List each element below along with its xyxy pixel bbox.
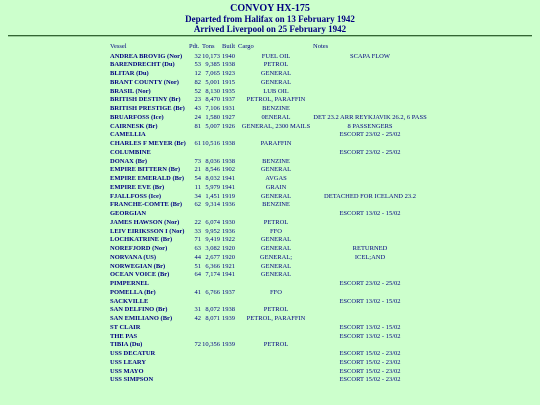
vessel-name: NOREFJORD (Nor) [110,245,168,252]
vessel-name: BRASIL (Nor) [110,87,151,95]
vessel-name: ANDREA BROVIG (Nor) [110,52,183,60]
vessel-name: BRITISH DESTINY (Br) [110,96,181,104]
cargo-cell: GRAIN [265,183,287,191]
vessel-name: EMPIRE EVE (Br) [110,183,165,191]
cargo-cell: GENERAL, 2300 MAILS [241,122,311,130]
table-row [0,254,540,263]
built-cell: 1935 [222,87,235,95]
table-row [0,96,540,105]
vessel-name: SACKVILLE [110,297,149,305]
table-row [0,201,540,210]
cargo-cell: PETROL, PARAFFIN [246,96,306,104]
table-row [0,298,540,307]
notes-cell: ESCORT 23/02 - 25/02 [339,131,401,139]
vessel-name: GEORGIAN [110,210,147,217]
built-cell: 1921 [222,262,235,270]
table-row [0,184,540,193]
vessel-name: USS LEARY [110,358,147,366]
pdt-cell: 61 [194,140,201,147]
notes-cell: RETURNED [352,245,388,252]
tons-cell: 8,470 [205,96,220,104]
tons-cell: 10,173 [202,52,220,60]
pdt-cell: 21 [194,166,201,174]
notes-cell: ESCORT 15/02 - 23/02 [339,350,401,357]
table-row [0,341,540,350]
built-cell: 1930 [222,218,235,226]
table-row [0,236,540,245]
cargo-cell: GENERAL [260,166,292,174]
cargo-cell: PETROL [263,306,289,314]
cargo-cell: LUB OIL [263,87,289,95]
vessel-name: CHARLES F MEYER (Br) [110,140,186,147]
built-cell: 1941 [222,183,235,191]
notes-cell: ESCORT 15/02 - 23/02 [339,367,401,375]
table-row [0,271,540,280]
built-cell: 1941 [222,175,235,182]
table-row [0,350,540,359]
vessel-name: COLUMBINE [110,148,151,156]
cargo-cell: PETROL [263,218,289,226]
vessel-name: BRITISH PRESTIGE (Br) [110,105,185,112]
pdt-cell: 64 [194,271,201,279]
tons-cell: 1,451 [205,192,220,200]
pdt-cell: 31 [194,306,201,314]
table-row [0,123,540,132]
pdt-cell: 82 [194,78,201,86]
tons-cell: 7,065 [205,70,220,77]
table-row [0,245,540,254]
built-cell: 1938 [222,61,235,69]
table-row [0,315,540,324]
vessel-name: FRANCHE-COMTE (Br) [110,201,183,209]
tons-cell: 9,385 [205,61,220,69]
notes-cell: 8 PASSENGERS [347,122,393,130]
built-cell: 1920 [222,245,235,252]
notes-cell: ICEL;AND [354,253,386,261]
cargo-cell: GENERAL [260,262,292,270]
col-cargo: Cargo [238,43,254,50]
table-row [0,359,540,368]
table-row [0,193,540,202]
pdt-cell: 71 [194,236,201,244]
built-cell: 1927 [222,113,235,121]
pdt-cell: 51 [194,262,201,270]
pdt-cell: 52 [194,87,201,95]
col-built: Built [222,43,236,50]
tons-cell: 7,106 [205,105,220,112]
vessel-name: USS DECATUR [110,350,156,357]
tons-cell: 9,952 [205,227,220,235]
built-cell: 1902 [222,166,235,174]
departure-line: Departed from Halifax on 13 February 1942 [185,14,355,24]
table-row [0,263,540,272]
vessel-name: EMPIRE EMERALD (Br) [110,175,185,182]
tons-cell: 10,516 [202,140,220,147]
table-row [0,114,540,123]
notes-cell: DET 23.2 ARR REYKJAVIK 26.2, 6 PASS [313,113,427,121]
notes-cell: ESCORT 13/02 - 15/02 [339,323,401,331]
built-cell: 1937 [222,96,235,104]
vessel-name: CAIRNESK (Br) [110,122,158,130]
notes-cell: ESCORT 15/02 - 23/02 [339,376,401,384]
table-row [0,79,540,88]
pdt-cell: 72 [194,341,201,349]
built-cell: 1939 [222,315,235,322]
notes-cell: ESCORT 23/02 - 25/02 [339,280,401,287]
notes-cell: ESCORT 23/02 - 25/02 [339,148,401,156]
built-cell: 1915 [222,78,235,86]
table-row [0,175,540,184]
table-row [0,333,540,342]
page-title: CONVOY HX-175 [230,3,310,14]
table-row [0,289,540,298]
table-row [0,219,540,228]
table-row [0,61,540,70]
built-cell: 1940 [222,52,235,60]
tons-cell: 6,366 [205,262,220,270]
built-cell: 1938 [222,140,235,147]
tons-cell: 3,082 [205,245,220,252]
vessel-name: NORVANA (US) [110,253,157,261]
pdt-cell: 81 [194,122,201,130]
table-row [0,280,540,289]
vessel-name: ST CLAIR [110,323,141,331]
tons-cell: 10,356 [202,341,220,349]
pdt-cell: 11 [194,183,201,191]
pdt-cell: 32 [194,52,201,60]
tons-cell: 9,419 [205,236,220,244]
cargo-cell: PETROL [263,61,289,69]
built-cell: 1936 [222,227,235,235]
tons-cell: 8,071 [205,315,220,322]
col-vessel: Vessel [110,43,127,50]
pdt-cell: 41 [194,288,201,296]
table-row [0,158,540,167]
table-row [0,149,540,158]
vessel-name: PIMPERNEL [110,280,149,287]
table-row [0,376,540,385]
built-cell: 1919 [222,192,235,200]
vessel-name: JAMES HAWSON (Nor) [110,218,180,226]
table-row [0,131,540,140]
cargo-cell: BENZINE [262,105,290,112]
vessel-name: POMELLA (Br) [110,288,156,296]
cargo-cell: AVGAS [265,175,287,182]
table-row [0,368,540,377]
tons-cell: 5,007 [205,122,220,130]
built-cell: 1922 [222,236,235,244]
vessel-name: DONAX (Br) [110,157,148,165]
table-row [0,166,540,175]
vessel-name: USS SIMPSON [110,376,154,384]
vessel-name: FJALLFOSS (Ice) [110,192,162,200]
vessel-name: CAMELLIA [110,131,146,139]
vessel-name: SAN EMILIANO (Br) [110,315,173,322]
pdt-cell: 24 [194,113,201,121]
tons-cell: 8,130 [205,87,220,95]
pdt-cell: 54 [194,175,201,182]
pdt-cell: 34 [194,192,201,200]
col-pdt: Pdt. [189,43,200,50]
pdt-cell: 12 [194,70,201,77]
notes-cell: DETACHED FOR ICELAND 23.2 [324,192,416,200]
table-row [0,324,540,333]
cargo-cell: GENERAL [260,192,292,200]
cargo-cell: PETROL, PARAFFIN [246,315,306,322]
tons-cell: 8,546 [205,166,220,174]
cargo-cell: GENERAL [260,271,292,279]
tons-cell: 8,036 [205,157,220,165]
tons-cell: 6,074 [205,218,220,226]
tons-cell: 5,001 [205,78,220,86]
cargo-cell: BENZINE [262,201,290,209]
col-notes: Notes [313,43,329,50]
tons-cell: 2,677 [205,253,220,261]
cargo-cell: FUEL OIL [261,52,291,60]
vessel-name: TIBIA (Du) [110,341,143,349]
vessel-name: THE PAS [110,332,138,340]
vessel-name: SAN DELFINO (Br) [110,306,168,314]
cargo-cell: FFO [270,227,282,235]
pdt-cell: 53 [194,61,201,69]
arrival-line: Arrived Liverpool on 25 February 1942 [193,24,347,34]
notes-cell: ESCORT 13/02 - 15/02 [339,297,401,305]
pdt-cell: 42 [194,315,201,322]
vessel-name: BRUARFOSS (Ice) [110,113,164,121]
vessel-name: BLITAR (Du) [110,70,149,77]
table-row [0,88,540,97]
table-row [0,70,540,79]
table-row [0,53,540,62]
cargo-cell: BENZINE [262,157,290,165]
vessel-name: BARENDRECHT (Du) [110,61,175,69]
table-row [0,228,540,237]
built-cell: 1937 [222,288,235,296]
cargo-cell: GENERAL [260,236,292,244]
tons-cell: 5,979 [205,183,220,191]
built-cell: 1938 [222,157,235,165]
tons-cell: 7,174 [205,271,220,279]
cargo-cell: PETROL [263,341,289,349]
cargo-cell: 0ENERAL [261,113,291,121]
table-row [0,210,540,219]
built-cell: 1939 [222,341,235,349]
built-cell: 1926 [222,122,235,130]
notes-cell: SCAPA FLOW [349,52,391,60]
vessel-name: NORWEGIAN (Br) [110,262,166,270]
pdt-cell: 44 [194,253,201,261]
tons-cell: 8,072 [205,306,220,314]
pdt-cell: 33 [194,227,201,235]
cargo-cell: GENERAL; [259,253,293,261]
pdt-cell: 22 [194,218,201,226]
built-cell: 1923 [222,70,235,77]
col-tons: Tons [202,43,215,50]
cargo-cell: FFO [270,288,282,296]
tons-cell: 8,032 [205,175,220,182]
built-cell: 1920 [222,253,235,261]
notes-cell: ESCORT 13/02 - 15/02 [339,210,401,217]
built-cell: 1936 [222,201,235,209]
table-row [0,105,540,114]
cargo-cell: GENERAL [260,245,292,252]
page-header [0,3,540,34]
pdt-cell: 62 [194,201,201,209]
pdt-cell: 63 [194,245,201,252]
table-row [0,140,540,149]
cargo-cell: PARAFFIN [260,140,292,147]
notes-cell: ESCORT 15/02 - 23/02 [339,358,401,366]
pdt-cell: 73 [194,157,201,165]
notes-cell: ESCORT 13/02 - 15/02 [339,332,401,340]
tons-cell: 6,766 [205,288,220,296]
cargo-cell: GENERAL [260,78,292,86]
vessel-name: OCEAN VOICE (Br) [110,271,170,279]
cargo-cell: GENERAL [260,70,292,77]
built-cell: 1941 [222,271,235,279]
vessel-name: USS MAYO [110,367,144,375]
vessel-name: LOCHKATRINE (Br) [110,236,173,244]
vessel-name: BRANT COUNTY (Nor) [110,78,179,86]
pdt-cell: 43 [194,105,201,112]
vessel-name: LEIV EIRIKSSON I (Nor) [110,227,185,235]
pdt-cell: 23 [194,96,201,104]
built-cell: 1931 [222,105,235,112]
tons-cell: 1,580 [205,113,220,121]
horizontal-divider [8,35,532,37]
table-row [0,306,540,315]
built-cell: 1938 [222,306,235,314]
vessel-name: EMPIRE BITTERN (Br) [110,166,181,174]
tons-cell: 9,314 [205,201,220,209]
